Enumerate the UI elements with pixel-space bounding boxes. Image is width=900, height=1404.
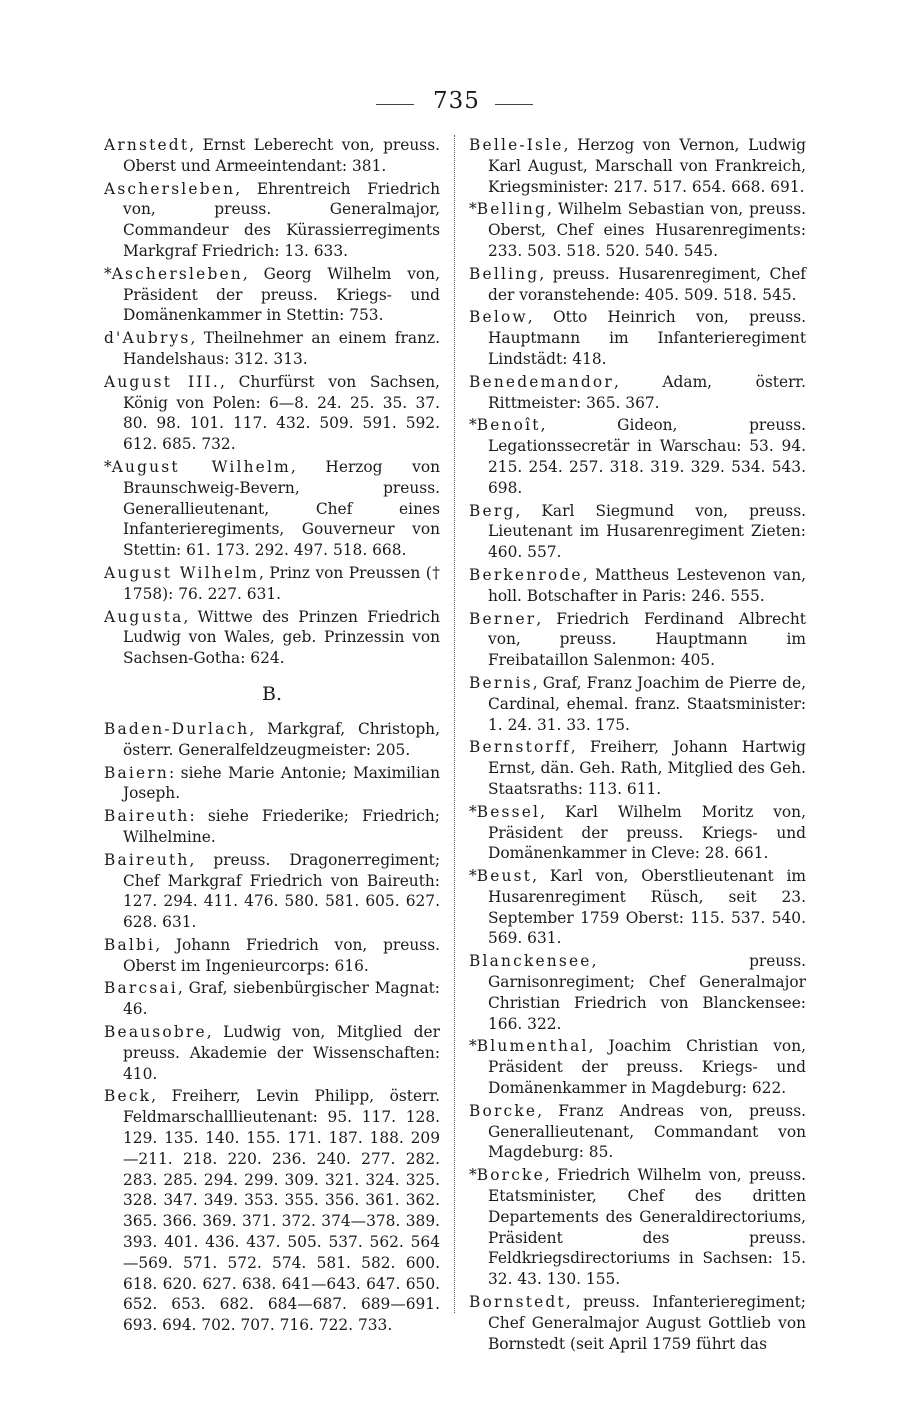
entry-star: * [469, 200, 477, 219]
index-entry [104, 1022, 440, 1084]
entry-text: , Herzog von Vernon, Ludwig Karl August, Marschall von Frankreich, Kriegsminister: 217. 517. 654. 668. 691. [488, 136, 806, 196]
entry-text: , Karl Siegmund von, preuss. Lieutenant im Husarenregiment Zieten: 460. 557. [488, 501, 806, 562]
column-divider [454, 135, 455, 1313]
entry-text: , preuss. Husarenregiment, Chef der voranstehende: 405. 509. 518. 545. [488, 264, 806, 304]
index-entry [104, 457, 440, 561]
entry-text: , Adam, österr. Rittmeister: 365. 367. [488, 372, 806, 412]
entry-headword: Bernis [469, 673, 533, 692]
entry-headword: Bornstedt [469, 1293, 566, 1312]
entry-text: , Graf, siebenbürgischer Magnat: 46. [123, 979, 440, 1019]
index-entry [469, 1165, 806, 1290]
entry-headword: Beck [104, 1087, 152, 1106]
entry-text: , Ludwig von, Mitglied der preuss. Akademie der Wissenschaften: 410. [123, 1023, 440, 1083]
index-entry [469, 264, 806, 306]
entry-headword: Benoît [476, 416, 541, 435]
index-entry [469, 1101, 806, 1163]
entry-headword: Arnstedt [104, 136, 190, 154]
entry-text: , Prinz von Preussen († 1758): 76. 227. 631. [123, 563, 440, 603]
index-entry [469, 415, 806, 498]
index-entry [104, 135, 440, 177]
entry-text: , Graf, Franz Joachim de Pierre de, Cardinal, ehemal. franz. Staatsminister: 1. 24. 31. 33. 175. [488, 673, 806, 734]
index-entry [469, 307, 806, 369]
entry-text: , preuss. Dragonerregiment; Chef Markgraf Friedrich von Baireuth: 127. 294. 411. 476. 580. 581. 605. 627. 628. 631. [123, 850, 440, 932]
index-entry [104, 763, 440, 805]
entry-star: * [469, 867, 477, 886]
entry-headword: Augusta [104, 607, 184, 626]
entry-text: , Wittwe des Prinzen Friedrich Ludwig von Wales, geb. Prinzessin von Sachsen-Gotha: 624. [123, 607, 440, 668]
index-entry [469, 609, 806, 671]
entry-headword: Aschersleben [111, 264, 243, 283]
entry-headword: Balbi [104, 935, 156, 954]
index-entry [104, 179, 440, 262]
index-entry [469, 372, 806, 414]
index-entry [469, 951, 806, 1034]
entry-headword: Berkenrode [469, 565, 583, 584]
entry-star: * [469, 802, 477, 821]
entry-headword: Baden-Durlach [104, 719, 250, 738]
entry-text: , Georg Wilhelm von, Präsident der preuss. Kriegs- und Domänenkammer in Stettin: 753. [123, 264, 440, 325]
entry-text: , Karl von, Oberstlieutenant im Husarenregiment Rüsch, seit 23. September 1759 Oberst: 115. 537. 540. 569. 631. [488, 867, 806, 948]
entry-star: * [469, 416, 477, 435]
index-entry [469, 737, 806, 799]
entry-headword: Borcke [476, 1166, 545, 1185]
entry-headword: Baiern [104, 763, 169, 782]
entry-headword: Belling [469, 264, 540, 283]
entry-headword: Bessel [476, 802, 541, 821]
index-entry [469, 565, 806, 607]
entry-text: , Freiherr, Levin Philipp, österr. Feldmarschalllieutenant: 95. 117. 128. 129. 135. 140. 155. 171. 187. 188. 209—211. 218. 220. 236. 240. 277. 282. 283. 285. 294. 299. 309. 321. 324. 325. 328. 347. 349. 353. 355. 356. 361. 362. 365. 366. 369. 371. 372. 374—378. 389. 393. 401. 436. 437. 505. 537. 562. 564—569. 571. 572. 574. 581. 582. 600. 618. 620. 627. 638. 641—643. 647. 650. 652. 653. 682. 684—687. 689—691. 693. 694. 702. 707. 716. 722. 733. [123, 1087, 440, 1335]
entry-text: , Johann Friedrich von, preuss. Oberst im Ingenieurcorps: 616. [123, 935, 440, 975]
entry-text: : siehe Marie Antonie; Maximilian Joseph. [123, 763, 440, 803]
index-column-right [469, 135, 806, 1356]
index-entry [104, 563, 440, 605]
entry-text: , preuss. Infanterieregiment; Chef Generalmajor August Gottlieb von Bornstedt (seit April 1759 führt das [488, 1293, 806, 1353]
entry-headword: Beust [476, 867, 533, 886]
entry-text: , Friedrich Ferdinand Albrecht von, preuss. Hauptmann im Freibataillon Salenmon: 405. [488, 609, 806, 670]
entry-text: , Freiherr, Johann Hartwig Ernst, dän. Geh. Rath, Mitglied des Geh. Staatsraths: 113. 611. [488, 738, 806, 798]
entry-headword: Beausobre [104, 1023, 207, 1042]
index-entry [469, 802, 806, 864]
index-entry [104, 806, 440, 848]
page-number: 735 [433, 88, 480, 114]
entry-headword: Blanckensee [469, 952, 592, 971]
index-entry [104, 1086, 440, 1336]
entry-text: , Karl Wilhelm Moritz von, Präsident der preuss. Kriegs- und Domänenkammer in Cleve: 28. 661. [488, 802, 806, 863]
entry-headword: Aschersleben [104, 179, 236, 198]
entry-text: , Churfürst von Sachsen, König von Polen: 6—8. 24. 25. 35. 37. 80. 98. 101. 117. 432. 509. 591. 592. 612. 685. 732. [123, 372, 440, 454]
entry-star: * [469, 1166, 477, 1185]
entry-star: * [104, 457, 112, 476]
index-entry [469, 1292, 806, 1354]
entry-text: , Franz Andreas von, preuss. Generallieutenant, Commandant von Magdeburg: 85. [488, 1101, 806, 1162]
entry-text: , Ernst Leberecht von, preuss. Oberst und Armeeintendant: 381. [123, 136, 440, 175]
index-entry [104, 264, 440, 326]
entry-text: , Otto Heinrich von, preuss. Hauptmann im Infanterieregiment Lindstädt: 418. [488, 308, 806, 368]
entry-text: , preuss. Garnisonregiment; Chef Generalmajor Christian Friedrich von Blanckensee: 166. 322. [488, 952, 806, 1033]
entry-text: : siehe Friederike; Friedrich; Wilhelmine. [123, 807, 440, 846]
entry-text: , Herzog von Braunschweig-Bevern, preuss. Generallieutenant, Chef eines Infanterieregiments, Gouverneur von Stettin: 61. 173. 292. 497. 518. 668. [123, 457, 441, 560]
entry-headword: Bernstorff [469, 738, 571, 757]
header-rule-left [376, 104, 414, 105]
entry-headword: Belle-Isle [469, 136, 564, 154]
entry-headword: Baireuth [104, 850, 190, 869]
entry-headword: Berg [469, 501, 516, 520]
index-entry [104, 328, 440, 370]
entry-star: * [104, 264, 112, 283]
entry-text: , Theilnehmer an einem franz. Handelshaus: 312. 313. [123, 329, 440, 368]
entry-headword: Below [469, 308, 528, 327]
entry-headword: Benedemandor [469, 372, 614, 391]
entry-headword: Barcsai [104, 979, 178, 998]
index-entry [104, 607, 440, 669]
index-entry [469, 199, 806, 261]
entry-headword: August Wilhelm [104, 563, 260, 582]
index-column-left [104, 135, 440, 1338]
entry-text: , Markgraf, Christoph, österr. Generalfeldzeugmeister: 205. [123, 719, 440, 759]
header-rule-right [495, 104, 533, 105]
entry-text: , Friedrich Wilhelm von, preuss. Etatsminister, Chef des dritten Departements des Generaldirectoriums, Präsident des preuss. Feldkriegsdirectoriums in Sachsen: 15. 32. 43. 130. 155. [488, 1166, 806, 1289]
index-entry [469, 135, 806, 197]
entry-headword: Baireuth [104, 807, 190, 826]
index-entry [469, 1036, 806, 1098]
index-entry [104, 935, 440, 977]
entry-headword: August Wilhelm [111, 457, 291, 476]
entry-text: , Ehrentreich Friedrich von, preuss. Generalmajor, Commandeur des Kürassierregiments Markgraf Friedrich: 13. 633. [123, 179, 440, 260]
entry-headword: Berner [469, 609, 537, 628]
index-entry [469, 673, 806, 735]
entry-headword: d'Aubrys [104, 329, 191, 348]
section-letter: B. [261, 682, 282, 705]
entry-headword: Belling [476, 200, 548, 219]
entry-star: * [469, 1037, 477, 1056]
index-entry [104, 719, 440, 761]
entry-headword: Borcke [469, 1101, 538, 1120]
page-header [0, 88, 900, 118]
index-entry [104, 850, 440, 933]
index-entry [104, 372, 440, 455]
entry-headword: August III. [104, 372, 220, 391]
entry-text: , Joachim Christian von, Präsident der preuss. Kriegs- und Domänenkammer in Magdeburg: 622. [488, 1037, 806, 1098]
entry-text: , Wilhelm Sebastian von, preuss. Oberst, Chef eines Husarenregiments: 233. 503. 518. 520. 540. 545. [488, 200, 806, 260]
index-entry [469, 501, 806, 563]
entry-text: , Mattheus Lestevenon van, holl. Botschafter in Paris: 246. 555. [488, 565, 806, 605]
entry-headword: Blumenthal [476, 1037, 589, 1056]
entry-text: , Gideon, preuss. Legationssecretär in Warschau: 53. 94. 215. 254. 257. 318. 319. 329. 534. 543. 698. [488, 416, 806, 497]
index-entry [469, 866, 806, 949]
index-entry [104, 978, 440, 1020]
